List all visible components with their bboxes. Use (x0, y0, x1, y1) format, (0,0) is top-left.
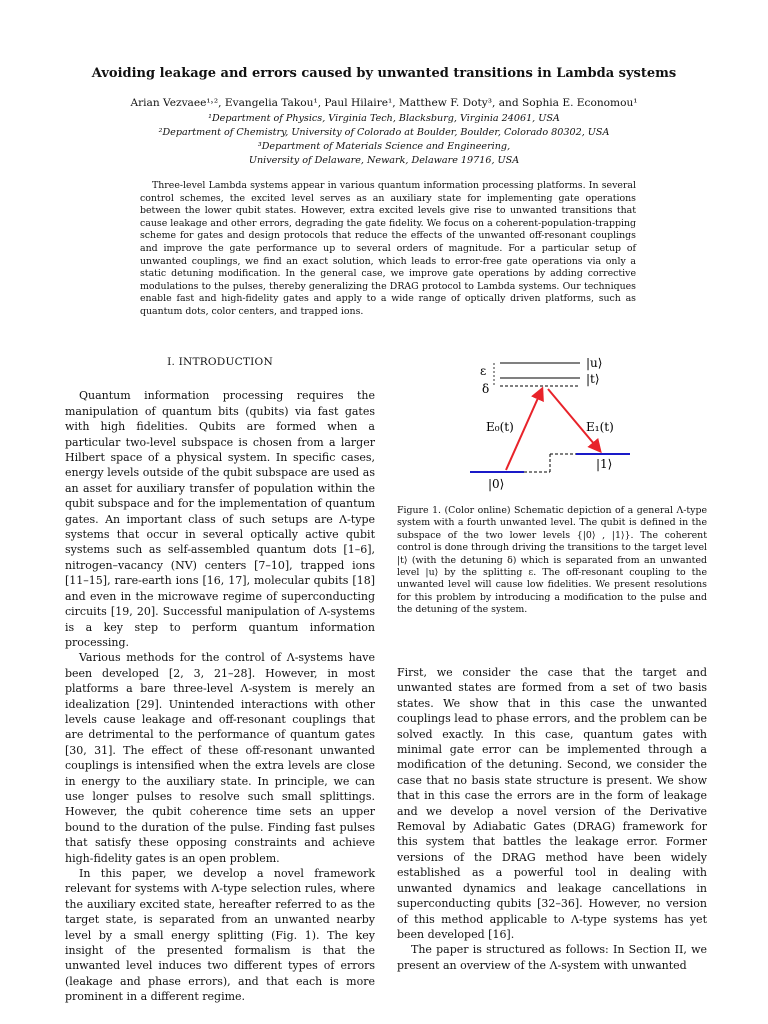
paper-title: Avoiding leakage and errors caused by unwanted transitions in Lambda systems (91, 66, 677, 81)
figure-1-diagram (460, 350, 660, 500)
figure-1-caption: Figure 1. (Color online) Schematic depiction of a general Λ-type system with a fourth unwanted level. The qubit is defined in the subspace of the two lower levels {|0⟩ , |1⟩}. The coherent control is done through driving the transitions to the target level |t⟩ (with the detuning δ) which is separated from an unwanted level |u⟩ by the splitting ε. The off-resonant coupling to the unwanted level will cause low fidelities. We present resolutions for this problem by introducing a modification to the pulse and the detuning of the system. (397, 505, 707, 616)
label-zero: |0⟩ (488, 477, 505, 491)
intro-paragraph-1: Quantum information processing requires the manipulation of quantum bits (qubits) via fast gates with high fidelities. Qubits are formed when a particular two-level subspace is chosen from a larger Hilbert space of a physical system. In specific cases, energy levels outside of the qubit subspace are used as an asset for auxiliary transfer of population within the qubit subspace and for the implementation of quantum gates. An important class of such setups are Λ-type systems that occur in several optically active qubit systems such as self-assembled quantum dots [1–6], nitrogen–vacancy (NV) centers [7–10], trapped ions [11–15], rare-earth ions [16, 17], molecular qubits [18] and even in the microwave regime of superconducting circuits [19, 20]. Successful manipulation of Λ-systems is a key step to perform quantum information processing. (65, 389, 375, 649)
author-list: Arian Vezvaee¹˒², Evangelia Takou¹, Paul Hilaire¹, Matthew F. Doty³, and Sophia E. Economou¹ (130, 97, 638, 109)
label-e1: E₁(t) (586, 420, 614, 434)
abstract: Three-level Lambda systems appear in various quantum information processing platforms. In several control schemes, the excited level serves as an auxiliary state for implementing gate operations between the lower qubit states. However, extra excited levels give rise to unwanted transitions that cause leakage and other errors, degrading the gate fidelity. We focus on a coherent-population-trapping scheme for gates and design protocols that reduce the effects of the unwanted off-resonant couplings and improve the gate performance up to several orders of magnitude. For a particular setup of unwanted couplings, we find an exact solution, which leads to error-free gate operations via only a static detuning modification. In the general case, we improve gate operations by adding corrective modulations to the pulses, thereby generalizing the DRAG protocol to Lambda systems. Our techniques enable fast and high-fidelity gates and apply to a wide range of optically driven platforms, such as quantum dots, color centers, and trapped ions. (140, 180, 636, 317)
label-delta: δ (482, 382, 490, 396)
affiliation-1: ¹Department of Physics, Virginia Tech, Blacksburg, Virginia 24061, USA (208, 113, 560, 124)
label-u: |u⟩ (586, 356, 603, 370)
label-one: |1⟩ (596, 457, 613, 471)
left-column (65, 355, 375, 1005)
right-column (397, 665, 707, 973)
intro-paragraph-3: In this paper, we develop a novel framework relevant for systems with Λ-type selection rules, where the auxiliary excited state, hereafter referred to as the target state, is separated from an unwanted nearby level by a small energy splitting (Fig. 1). The key insight of the presented formalism is that the unwanted level induces two different types of errors (leakage and phase errors), and that each is more prominent in a different regime. (65, 867, 375, 1004)
label-epsilon: ε (480, 364, 487, 378)
label-e0: E₀(t) (486, 420, 514, 434)
affiliations (0, 112, 768, 168)
lambda-level-diagram (460, 350, 660, 500)
right-paragraph-1: First, we consider the case that the target and unwanted states are formed from a set of two basis states. We show that in this case the unwanted couplings lead to phase errors, and the problem can be solved exactly. In this case, quantum gates with minimal gate error can be implemented through a modification of the detuning. Second, we consider the case that no basis state structure is present. We show that in this case the errors are in the form of leakage and we develop a novel version of the Derivative Removal by Adiabatic Gates (DRAG) framework for this system that battles the leakage error. Former versions of the DRAG method have been widely established as a powerful tool in dealing with unwanted dynamics and leakage cancellations in superconducting qubits [32–36]. However, no version of this method applicable to Λ-type systems has yet been developed [16]. (397, 666, 707, 941)
affiliation-2: ²Department of Chemistry, University of Colorado at Boulder, Boulder, Colorado 80302, USA (158, 127, 610, 138)
label-t: |t⟩ (586, 372, 600, 386)
intro-paragraph-2: Various methods for the control of Λ-systems have been developed [2, 3, 21–28]. However, in most platforms a bare three-level Λ-system is merely an idealization [29]. Unintended interactions with other levels cause leakage and off-resonant couplings that are detrimental to the performance of quantum gates [30, 31]. The effect of these off-resonant unwanted couplings is intensified when the extra levels are close in energy to the auxiliary state. In principle, we can use longer pulses to resolve such small splittings. However, the qubit coherence time sets an upper bound to the duration of the pulse. Finding fast pulses that satisfy these opposing constraints and achieve high-fidelity gates is an open problem. (65, 651, 375, 865)
affiliation-3: ³Department of Materials Science and Engineering, (257, 141, 511, 152)
right-paragraph-2: The paper is structured as follows: In Section II, we present an overview of the Λ-system with unwanted (397, 943, 707, 972)
section-heading: I. INTRODUCTION (167, 356, 273, 368)
affiliation-3-cont: University of Delaware, Newark, Delaware 19716, USA (248, 155, 520, 166)
